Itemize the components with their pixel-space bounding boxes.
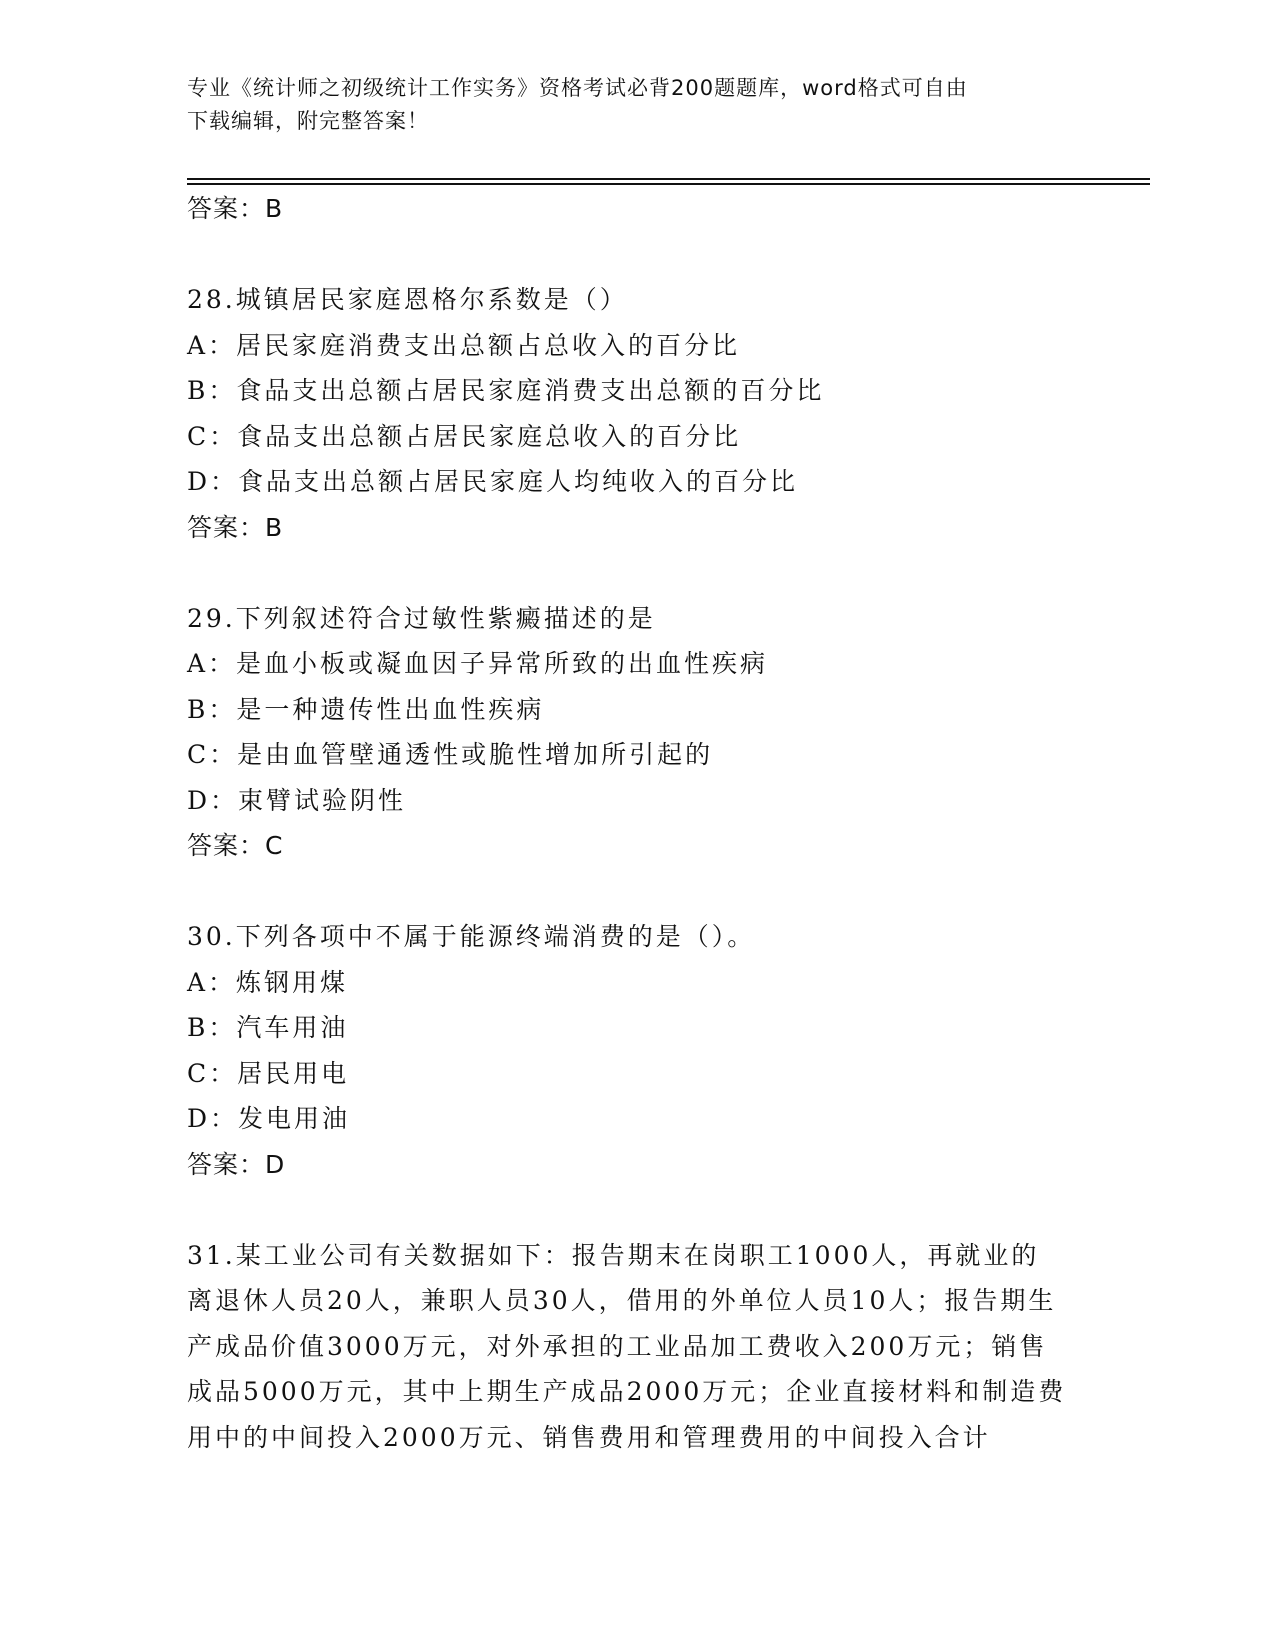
question-stem: 30.下列各项中不属于能源终端消费的是（）。	[187, 922, 756, 951]
question-list	[187, 186, 1087, 1460]
question-28	[187, 277, 1087, 551]
option-a: A：炼钢用煤	[187, 967, 349, 997]
option-b: B：食品支出总额占居民家庭消费支出总额的百分比	[187, 376, 825, 405]
question-stem: 29.下列叙述符合过敏性紫癜描述的是	[187, 603, 656, 633]
answer: 答案：C	[187, 831, 284, 860]
question-30	[187, 914, 1087, 1188]
answer-previous: 答案：B	[187, 194, 284, 223]
header-rule-bottom	[187, 183, 1150, 185]
answer: 答案：D	[187, 1149, 286, 1179]
question-29	[187, 596, 1087, 870]
option-a: A：是血小板或凝血因子异常所致的出血性疾病	[187, 649, 769, 678]
option-c: C：食品支出总额占居民家庭总收入的百分比	[187, 421, 742, 451]
option-b: B：是一种遗传性出血性疾病	[187, 694, 545, 724]
header-line-2: 下载编辑，附完整答案！	[187, 109, 429, 133]
option-b: B：汽车用油	[187, 1013, 349, 1042]
question-31: 31.某工业公司有关数据如下：报告期末在岗职工1000人，再就业的离退休人员20人，兼职人员30人，借用的外单位人员10人；报告期生产成品价值3000万元，对外承担的工业品加工费收入200万元；销售成品5000万元，其中上期生产成品2000万元；企业直接材料和制造费用中的中间投入2000万元、销售费用和管理费用的中间投入合计	[187, 1240, 1067, 1452]
option-d: D：食品支出总额占居民家庭人均纯收入的百分比	[187, 467, 799, 496]
question-stem: 28.城镇居民家庭恩格尔系数是（）	[187, 285, 628, 314]
answer: 答案：B	[187, 512, 284, 542]
header-line-1: 专业《统计师之初级统计工作实务》资格考试必背200题题库，word格式可自由	[187, 76, 968, 100]
document-header	[187, 72, 1067, 138]
option-d: D：束臂试验阴性	[187, 785, 407, 815]
option-d: D：发电用油	[187, 1104, 351, 1133]
header-rule-top	[187, 178, 1150, 180]
option-c: C：居民用电	[187, 1058, 350, 1088]
option-c: C：是由血管壁通透性或脆性增加所引起的	[187, 740, 714, 769]
option-a: A：居民家庭消费支出总额占总收入的百分比	[187, 330, 741, 360]
